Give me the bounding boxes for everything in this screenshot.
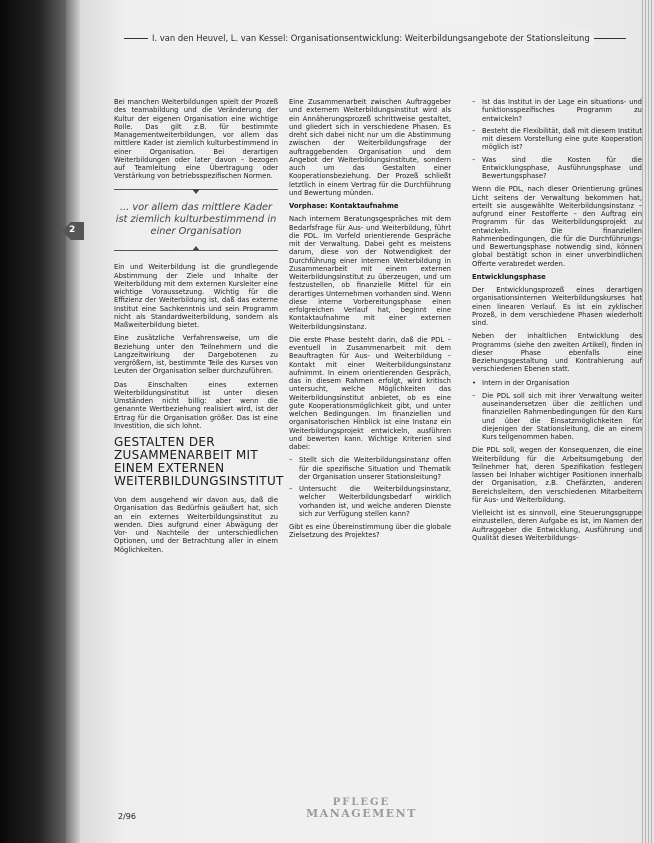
criteria-list-continued: [472, 98, 642, 180]
book-spine-shadow: [66, 0, 80, 843]
paragraph: Ein und Weiterbildung ist die grundlegende Abstimmung der Ziele und Inhalte der Weiterbildung mit dem externen Kursleiter eine wichtige Voraussetzung. Wichtig für die Effizienz der Weiterbildung ist, daß das externe Institut eine Sachkenntnis und sein Programm nicht als Standardweiterbildung, sondern als Maßweiterbildung bietet.: [114, 263, 278, 330]
paragraph: Von dem ausgehend wir davon aus, daß die Organisation das Bedürfnis geäußert hat, sich an ein externes Weiterbildungsinstitut zu wenden. Dies aufgrund einer Abwägung der Vor- und Nachteile der unterschiedlichen Optionen, und der Betrachtung aller in einem Möglichkeiten.: [114, 496, 278, 554]
section-heading: GESTALTEN DER ZUSAMMENARBEIT MIT EINEM EXTERNEN WEITERBILDUNGSINSTITUT: [114, 435, 284, 489]
dash-list: [472, 392, 642, 442]
paragraph: Die erste Phase besteht darin, daß die PDL – eventuell in Zusammenarbeit mit dem Beauftragten für Aus- und Weiterbildung – Kontakt mit einer Weiterbildungsinstanz aufnimmt. In einem orientierenden Gespräch, das in diesem Rahmen erfolgt, wird kritisch untersucht, welche Möglichkeiten das Weiterbildungsinstitut anbietet, ob es eine gute Kooperationsmöglichkeit gibt, und unter welchen Bedingungen. Im finanziellen und organisatorischen Hinblick ist eine Instanz ein Weiterbildungsprojekt entwickeln, ausführen und bewerten kann. Wichtige Kriterien sind dabei:: [289, 335, 451, 451]
paragraph: Der Entwicklungsprozeß eines derartigen organisationsinternen Weiterbildungskurses hat einen linearen Verlauf. Es ist ein zyklischer Prozeß, in dem verschiedene Phasen wiederholt sind.: [472, 286, 642, 327]
scan-dark-border: [0, 0, 70, 843]
running-header: [124, 31, 626, 45]
paragraph: Neben der inhaltlichen Entwicklung des Programms (siehe den zweiten Artikel), finden in dieser Phase ebenfalls eine Beziehungsgestaltung und Kontrahierung auf verschiedenen Ebenen statt.: [472, 332, 642, 374]
paragraph: Eine Zusammenarbeit zwischen Auftraggeber und externem Weiterbildungsinstitut wird als ein Annäherungsprozeß schrittweise gestaltet, und gliedert sich in verschiedene Phasen. Es dreht sich dabei nicht nur um die Abstimmung zwischen der Weiterbildungsfrage der auftraggebenden Organisation und dem Angebot der Weiterbildungsinstitute, sondern auch um das Gestalten einer Kooperationsbeziehung. Der Prozeß schließt letztlich in einem Vertrag für die Durchführung und Bewertung münden.: [289, 98, 451, 197]
paragraph: Die PDL soll, wegen der Konsequenzen, die eine Weiterbildung für die Arbeitsumgebung der Teilnehmer hat, deren Spezifikation festlegen lassen bei Inhaber wichtiger Positionen innerhalb der Organisation, z.B. Chefärzten, anderen Bereichsleitern, den verschiedenen Mitarbeitern für Aus- und Weiterbildung.: [472, 446, 642, 504]
bullet-list: [472, 379, 642, 387]
arrow-down-icon: [192, 189, 200, 194]
list-item: – Die PDL soll sich mit ihrer Verwaltung weiter auseinandersetzen über die zeitlichen und finanziellen Rahmenbedingungen für den Kurs und über die Einsatzmöglichkeiten für diejenigen der Stationsleitung, die an einem Kurs teilgenommen haben.: [472, 392, 642, 442]
list-item: – Besteht die Flexibilität, daß mit diesem Institut mit diesem Vorstellung eine gute Kooperation möglich ist?: [472, 127, 642, 152]
paragraph: Vielleicht ist es sinnvoll, eine Steuerungsgruppe einzustellen, deren Aufgabe es ist, im Namen der Auftraggeber die Entwicklung, Ausführung und Qualität dieses Weiterbildungs-: [472, 509, 642, 542]
section-tab-number: 2: [69, 225, 76, 235]
criteria-list: [289, 456, 451, 518]
pull-quote-text: ... vor allem das mittlere Kader ist ziemlich kulturbestimmend in einer Organisation: [115, 201, 277, 238]
list-item: • Intern in der Organisation: [472, 379, 642, 387]
paragraph: Nach internem Beratungsgespräches mit dem Bedarfsfrage für Aus- und Weiterbildung, führt die PDL. Im Vorfeld orientierende Gespräche mit der Verwaltung. Dabei geht es meistens darum, diese von der Notwendigkeit der Durchführung einer internen Weiterbildung in Zusammenarbeit mit einem externen Weiterbildungsinstitut zu überzeugen, und um festzustellen, ob finanzielle Mittel für ein derartiges Unternehmen vorhanden sind. Wenn diese interne Vorbereitungsphase einen erfolgreichen Verlauf hat, beginnt eine Kontaktaufnahme mit einer externen Weiterbildungsinstanz.: [289, 215, 451, 331]
subheading: Entwicklungsphase: [472, 272, 546, 281]
list-item: – Was sind die Kosten für die Entwicklungsphase, Ausführungsphase und Bewertungsphase?: [472, 156, 642, 181]
text-column-1: [114, 98, 284, 559]
logo-top-text: PFLEGE: [332, 797, 391, 808]
paragraph: Eine zusätzliche Verfahrensweise, um die Beziehung unter den Teilnehmern und die Langzeitwirkung der Dargebotenen zu vergrößern, ist, bestimmte Teile des Kurses von Leuten der Organisation selber durchzuführen.: [114, 334, 278, 376]
logo-bottom-text: MANAGEMENT: [306, 807, 417, 820]
paragraph: Bei manchen Weiterbildungen spielt der Prozeß des teamabildung und die Veränderung der Kultur der eigenen Organisation eine wichtige Rolle. Das gilt z.B. für bestimmte Managementweiterbildungen, vor allem das mittlere Kader ist ziemlich kulturbestimmend in einer Organisation. Bei derartigen Weiterbildungen oder later davon – bezogen auf Teamleitung eine Übertragung oder Verstärkung von betriebsspezifischen Normen.: [114, 98, 278, 181]
subheading: Vorphase: Kontaktaufnahme: [289, 202, 399, 210]
paragraph: Gibt es eine Übereinstimmung über die globale Zielsetzung des Projektes?: [289, 523, 451, 540]
pull-quote-bottom-rule: [114, 250, 278, 251]
list-item: – Untersucht die Weiterbildungsinstanz, welcher Weiterbildungsbedarf wirklich vorhanden ist, und welche anderen Dienste sich zur Verfügung stellen kann?: [289, 485, 451, 518]
text-column-2: [289, 98, 451, 545]
pull-quote: [114, 189, 278, 252]
page-stack-edges: [640, 0, 654, 843]
running-title: I. van den Heuvel, L. van Kessel: Organisationsentwicklung: Weiterbildungsangebote der Stationsleitung: [148, 31, 594, 45]
paragraph: Das Einschalten eines externen Weiterbildungsinstitut ist unter diesen Umständen nicht billig: aber wenn die genannte Wertbeziehung realisiert wird, ist der Ertrag für die Organisation größer. Das ist eine Investition, die sich lohnt.: [114, 380, 278, 430]
magazine-logo: [306, 797, 417, 819]
list-item: – Ist das Institut in der Lage ein situations- und funktionsspezifisches Programm zu entwickeln?: [472, 98, 642, 123]
paragraph: Wenn die PDL, nach dieser Orientierung grünes Licht seitens der Verwaltung bekommen hat, erteilt sie ausgewählte Weiterbildungsinstanz – aufgrund einer Festofferte – den Auftrag ein Programm für das Weiterbildungsprojekt zu entwickeln. Die finanziellen Rahmenbedingungen, die für die Durchführungs- und Bewertungsphase notwendig sind, können global bestätigt schon in einer unverbindlichen Offerte verabredet werden.: [472, 185, 642, 268]
text-column-3: [472, 98, 642, 547]
list-item: – Stellt sich die Weiterbildungsinstanz offen für die spezifische Situation und Thematik der Organisation unserer Stationsleitung?: [289, 456, 451, 481]
page-number: 2/96: [118, 812, 136, 821]
